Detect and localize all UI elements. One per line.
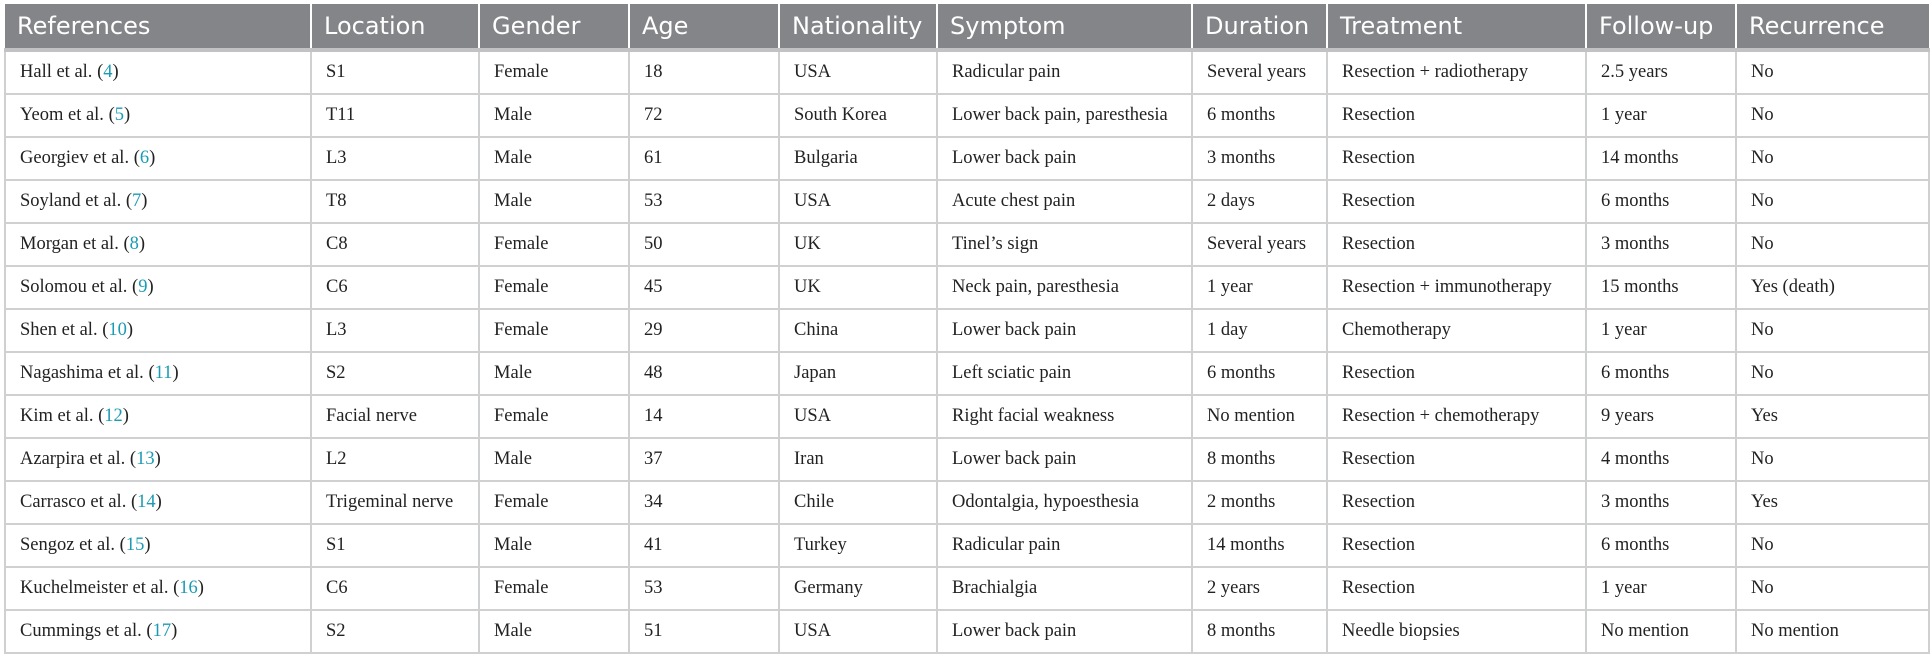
cell-treatment: Resection + chemotherapy [1327,395,1586,438]
cell-duration: 14 months [1192,524,1327,567]
cell-recurrence: No [1736,524,1929,567]
cell-symptom: Radicular pain [937,50,1192,94]
reference-author: Yeom et al. [20,105,104,125]
cell-nationality: China [779,309,937,352]
cell-gender: Female [479,266,629,309]
cell-symptom: Right facial weakness [937,395,1192,438]
cell-duration: 8 months [1192,610,1327,653]
cell-nationality: UK [779,266,937,309]
header-follow-up: Follow-up [1586,4,1736,50]
cell-followup: 3 months [1586,481,1736,524]
header-treatment: Treatment [1327,4,1586,50]
cell-recurrence: No [1736,223,1929,266]
cell-location: S2 [311,610,479,653]
cell-age: 51 [629,610,779,653]
reference-link[interactable]: 8 [129,234,139,254]
cell-age: 53 [629,567,779,610]
reference-author: Hall et al. [20,62,93,82]
table-row [5,223,1929,266]
table-row [5,309,1929,352]
cell-age: 53 [629,180,779,223]
reference-link[interactable]: 13 [136,449,155,469]
cell-gender: Male [479,94,629,137]
cell-location: T11 [311,94,479,137]
reference-link[interactable]: 14 [137,492,156,512]
cell-treatment: Chemotherapy [1327,309,1586,352]
cell-treatment: Resection [1327,352,1586,395]
cell-recurrence: No [1736,180,1929,223]
cell-location: L3 [311,137,479,180]
cell-age: 41 [629,524,779,567]
table-row [5,610,1929,653]
header-row [5,4,1929,50]
cell-symptom: Lower back pain [937,309,1192,352]
cell-duration: 6 months [1192,352,1327,395]
cell-treatment: Resection + immunotherapy [1327,266,1586,309]
cell-references: Nagashima et al. (11) [5,352,311,395]
table-row [5,50,1929,94]
cell-nationality: South Korea [779,94,937,137]
cell-references: Solomou et al. (9) [5,266,311,309]
cell-gender: Male [479,524,629,567]
cell-nationality: USA [779,180,937,223]
cell-treatment: Resection [1327,567,1586,610]
cell-age: 14 [629,395,779,438]
cell-nationality: USA [779,395,937,438]
cell-followup: 9 years [1586,395,1736,438]
cell-symptom: Lower back pain [937,610,1192,653]
cell-references: Kim et al. (12) [5,395,311,438]
reference-link[interactable]: 4 [103,62,113,82]
reference-link[interactable]: 9 [138,277,148,297]
cell-symptom: Radicular pain [937,524,1192,567]
header-references: References [5,4,311,50]
cell-location: Trigeminal nerve [311,481,479,524]
cell-treatment: Resection + radiotherapy [1327,50,1586,94]
cell-references: Soyland et al. (7) [5,180,311,223]
cell-recurrence: No mention [1736,610,1929,653]
cell-nationality: Bulgaria [779,137,937,180]
cell-symptom: Left sciatic pain [937,352,1192,395]
cell-age: 18 [629,50,779,94]
cell-gender: Male [479,438,629,481]
cell-references: Shen et al. (10) [5,309,311,352]
cell-references: Morgan et al. (8) [5,223,311,266]
table-row [5,395,1929,438]
reference-link[interactable]: 15 [125,535,145,555]
cell-nationality: UK [779,223,937,266]
reference-author: Cummings et al. [20,621,142,641]
cell-location: C8 [311,223,479,266]
cell-duration: Several years [1192,223,1327,266]
header-nationality: Nationality [779,4,937,50]
cell-treatment: Resection [1327,524,1586,567]
reference-link[interactable]: 7 [132,191,142,211]
cell-symptom: Brachialgia [937,567,1192,610]
table-row [5,266,1929,309]
cell-location: L3 [311,309,479,352]
cell-followup: 1 year [1586,567,1736,610]
cell-duration: 3 months [1192,137,1327,180]
cell-location: C6 [311,266,479,309]
cell-followup: No mention [1586,610,1736,653]
cell-followup: 6 months [1586,180,1736,223]
cell-nationality: USA [779,50,937,94]
cell-references: Yeom et al. (5) [5,94,311,137]
cell-gender: Male [479,352,629,395]
table-row [5,94,1929,137]
cell-treatment: Resection [1327,94,1586,137]
header-duration: Duration [1192,4,1327,50]
cell-location: L2 [311,438,479,481]
cell-gender: Female [479,223,629,266]
reference-link[interactable]: 6 [139,148,150,168]
case-table-container [4,4,1928,654]
reference-author: Soyland et al. [20,191,122,211]
cell-recurrence: Yes [1736,481,1929,524]
reference-link[interactable]: 12 [104,406,123,426]
cell-treatment: Resection [1327,137,1586,180]
reference-link[interactable]: 10 [108,320,127,340]
cell-duration: 1 year [1192,266,1327,309]
cell-gender: Female [479,309,629,352]
cell-nationality: Japan [779,352,937,395]
reference-author: Nagashima et al. [20,363,144,383]
cell-followup: 1 year [1586,94,1736,137]
table-row [5,567,1929,610]
reference-link[interactable]: 11 [154,363,173,383]
cell-symptom: Neck pain, paresthesia [937,266,1192,309]
cell-gender: Female [479,395,629,438]
reference-author: Morgan et al. [20,234,119,254]
reference-author: Shen et al. [20,320,98,340]
cell-recurrence: No [1736,438,1929,481]
cell-recurrence: No [1736,94,1929,137]
header-gender: Gender [479,4,629,50]
cell-references: Azarpira et al. (13) [5,438,311,481]
cell-location: T8 [311,180,479,223]
cell-age: 29 [629,309,779,352]
table-row [5,481,1929,524]
header-recurrence: Recurrence [1736,4,1929,50]
cell-treatment: Needle biopsies [1327,610,1586,653]
table-row [5,524,1929,567]
cell-age: 34 [629,481,779,524]
cell-age: 37 [629,438,779,481]
cell-recurrence: No [1736,137,1929,180]
cell-gender: Female [479,481,629,524]
cell-location: S1 [311,524,479,567]
cell-age: 72 [629,94,779,137]
cell-recurrence: No [1736,352,1929,395]
cell-recurrence: Yes [1736,395,1929,438]
cell-symptom: Tinel’s sign [937,223,1192,266]
cell-followup: 15 months [1586,266,1736,309]
reference-link[interactable]: 17 [152,621,172,641]
cell-followup: 14 months [1586,137,1736,180]
cell-treatment: Resection [1327,438,1586,481]
cell-duration: Several years [1192,50,1327,94]
cell-followup: 6 months [1586,524,1736,567]
cell-location: S1 [311,50,479,94]
reference-author: Kim et al. [20,406,94,426]
header-location: Location [311,4,479,50]
cell-duration: 6 months [1192,94,1327,137]
cell-references: Carrasco et al. (14) [5,481,311,524]
header-age: Age [629,4,779,50]
cell-references: Cummings et al. (17) [5,610,311,653]
reference-author: Azarpira et al. [20,449,126,469]
cell-symptom: Lower back pain [937,438,1192,481]
cell-gender: Male [479,180,629,223]
cell-treatment: Resection [1327,481,1586,524]
cell-gender: Male [479,610,629,653]
header-symptom: Symptom [937,4,1192,50]
table-row [5,180,1929,223]
cell-age: 48 [629,352,779,395]
cell-followup: 2.5 years [1586,50,1736,94]
reference-link[interactable]: 16 [179,578,198,598]
cell-location: C6 [311,567,479,610]
cell-treatment: Resection [1327,180,1586,223]
cell-duration: 2 years [1192,567,1327,610]
cell-nationality: USA [779,610,937,653]
cell-duration: 8 months [1192,438,1327,481]
cell-references: Kuchelmeister et al. (16) [5,567,311,610]
cell-age: 50 [629,223,779,266]
cell-symptom: Lower back pain [937,137,1192,180]
reference-link[interactable]: 5 [114,105,124,125]
case-table [4,4,1930,654]
table-row [5,137,1929,180]
cell-age: 45 [629,266,779,309]
cell-nationality: Turkey [779,524,937,567]
cell-references: Sengoz et al. (15) [5,524,311,567]
cell-gender: Female [479,567,629,610]
cell-age: 61 [629,137,779,180]
cell-recurrence: No [1736,50,1929,94]
reference-author: Georgiev et al. [20,148,130,168]
cell-duration: 2 days [1192,180,1327,223]
cell-duration: 2 months [1192,481,1327,524]
cell-location: Facial nerve [311,395,479,438]
cell-gender: Female [479,50,629,94]
cell-references: Georgiev et al. (6) [5,137,311,180]
cell-followup: 6 months [1586,352,1736,395]
reference-author: Solomou et al. [20,277,128,297]
cell-gender: Male [479,137,629,180]
cell-duration: 1 day [1192,309,1327,352]
reference-author: Kuchelmeister et al. [20,578,169,598]
cell-treatment: Resection [1327,223,1586,266]
cell-nationality: Germany [779,567,937,610]
cell-nationality: Chile [779,481,937,524]
cell-followup: 3 months [1586,223,1736,266]
cell-recurrence: No [1736,567,1929,610]
table-row [5,352,1929,395]
reference-author: Sengoz et al. [20,535,116,555]
cell-recurrence: No [1736,309,1929,352]
cell-recurrence: Yes (death) [1736,266,1929,309]
cell-followup: 1 year [1586,309,1736,352]
cell-symptom: Acute chest pain [937,180,1192,223]
table-row [5,438,1929,481]
cell-symptom: Odontalgia, hypoesthesia [937,481,1192,524]
reference-author: Carrasco et al. [20,492,127,512]
cell-nationality: Iran [779,438,937,481]
cell-symptom: Lower back pain, paresthesia [937,94,1192,137]
cell-duration: No mention [1192,395,1327,438]
cell-references: Hall et al. (4) [5,50,311,94]
cell-location: S2 [311,352,479,395]
cell-followup: 4 months [1586,438,1736,481]
